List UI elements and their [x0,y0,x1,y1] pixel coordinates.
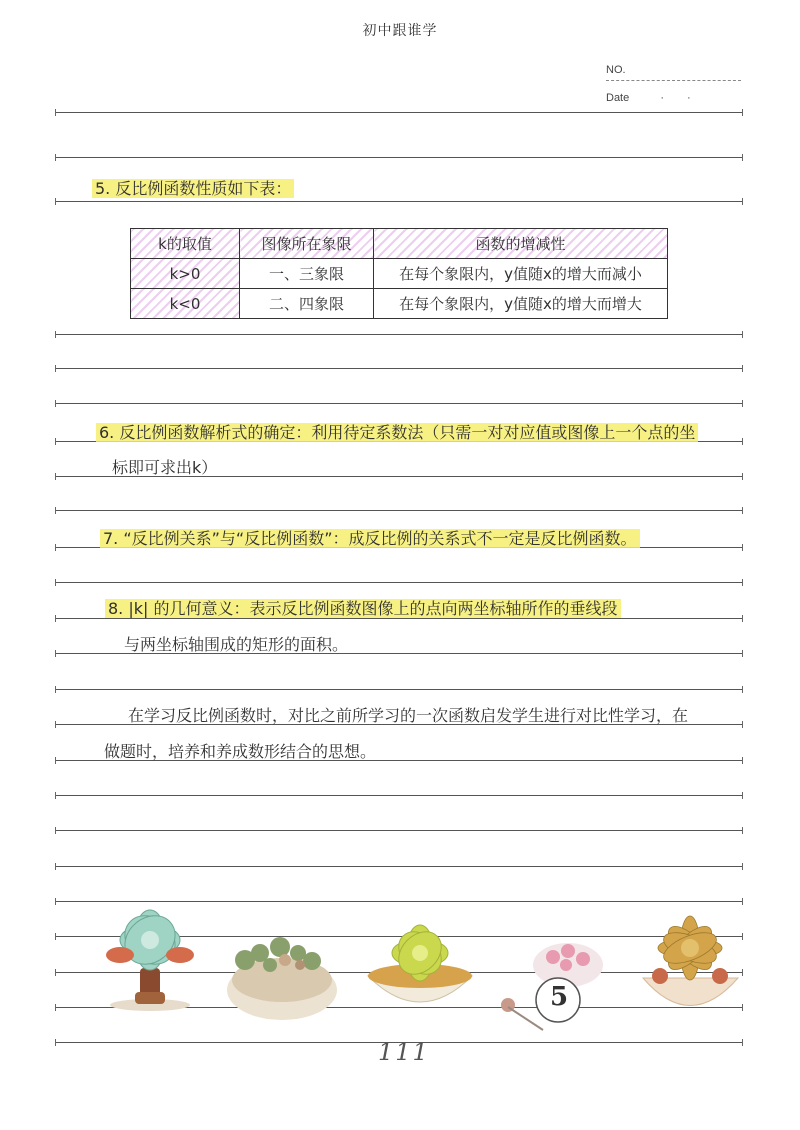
ruled-line [55,582,743,583]
date-label [606,92,701,104]
ruled-line [55,795,743,796]
ruled-line [55,403,743,404]
item-6-text: 6. 反比例函数解析式的确定：利用待定系数法（只需一对对应值或图像上一个点的坐 [96,423,698,442]
summary-line-2: 做题时，培养和养成数形结合的思想。 [104,742,377,761]
properties-table [130,228,668,319]
table-header-cell: k的取值 [131,229,240,259]
item-8-text: 8. |k| 的几何意义：表示反比例函数图像上的点向两坐标轴所作的垂线段 [105,599,621,618]
ruled-line [55,830,743,831]
table-cell: k<0 [131,289,240,319]
summary-line-1: 在学习反比例函数时，对比之前所学习的一次函数启发学生进行对比性学习，在 [128,706,689,725]
date-dots: · · [660,92,701,104]
table-cell: k>0 [131,259,240,289]
table-cell: 在每个象限内，y值随x的增大而增大 [374,289,668,319]
no-line [606,80,741,81]
ruled-line [55,157,743,158]
item-8-line-1 [105,596,621,619]
ruled-line [55,112,743,113]
item-7-text: 7. “反比例关系”与“反比例函数”：成反比例的关系式不一定是反比例函数。 [100,529,640,548]
table-cell: 二、四象限 [240,289,374,319]
item-5-text: 5. 反比例函数性质如下表： [92,179,294,198]
ruled-line [55,689,743,690]
date-label-text: Date [606,92,630,104]
no-label: NO. [606,64,626,76]
table-row [131,259,668,289]
page-header-title: 初中跟谁学 [362,23,438,39]
item-5-heading [92,176,294,199]
item-8-line-2: 与两坐标轴围成的矩形的面积。 [124,635,349,654]
ruled-line [55,201,743,202]
table-header-row [131,229,668,259]
succulent-1-illustration [95,900,205,1015]
ruled-line [55,368,743,369]
item-6-line-2: 标即可求出k） [112,458,218,477]
ruled-line [55,866,743,867]
table-header-cell: 图像所在象限 [240,229,374,259]
item-6-line-1 [96,420,698,443]
item-7-line [100,526,640,549]
table-cell: 在每个象限内，y值随x的增大而减小 [374,259,668,289]
table-header-cell: 函数的增减性 [374,229,668,259]
number-badge: 5 [550,982,569,1012]
succulent-3-illustration [360,918,480,1023]
succulent-2-illustration [220,925,345,1025]
ruled-line [55,334,743,335]
table-row [131,289,668,319]
succulent-5-illustration [638,908,743,1028]
ruled-line [55,510,743,511]
handwritten-page-number: 111 [378,1038,430,1066]
table-cell: 一、三象限 [240,259,374,289]
